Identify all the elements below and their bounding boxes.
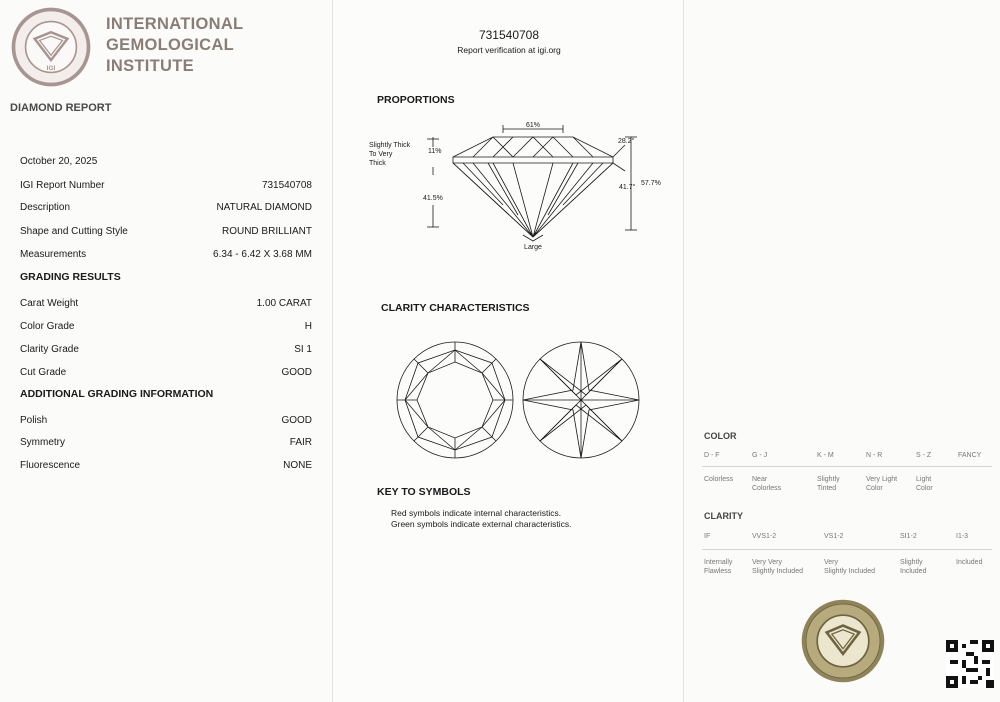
color-scale-heading: COLOR xyxy=(704,431,737,441)
girdle-label-1: Slightly Thick xyxy=(369,142,411,149)
detail-value: 6.34 - 6.42 X 3.68 MM xyxy=(213,249,312,260)
key-line-external: Green symbols indicate external characteristics. xyxy=(391,518,572,529)
igi-seal-icon xyxy=(10,6,92,88)
pavilion-angle: 41.7° xyxy=(619,184,636,191)
grading-value: GOOD xyxy=(281,367,312,378)
girdle-label-2: To Very xyxy=(369,151,393,158)
color-grade: D - F xyxy=(704,452,720,459)
girdle-label-3: Thick xyxy=(369,160,386,167)
report-date: October 20, 2025 xyxy=(20,156,98,167)
additional-value: NONE xyxy=(283,460,312,471)
clarity-plot-diagram xyxy=(393,340,643,465)
organization-name xyxy=(106,14,243,77)
clarity-description: Very Slightly Included xyxy=(824,559,875,575)
color-description: Very Light Color xyxy=(866,476,898,492)
report-number-heading: 731540708 xyxy=(478,28,540,42)
color-grade: FANCY xyxy=(958,452,982,459)
clarity-grade: SI1-2 xyxy=(900,533,917,540)
clarity-grade: IF xyxy=(704,533,711,540)
color-grade: N - R xyxy=(866,452,883,459)
detail-value: ROUND BRILLIANT xyxy=(221,226,312,237)
color-grade: S - Z xyxy=(916,452,932,459)
grading-scales-panel xyxy=(684,0,1000,702)
clarity-characteristics-heading: CLARITY CHARACTERISTICS xyxy=(381,302,530,314)
color-description: Near Colorless xyxy=(752,476,782,492)
detail-row xyxy=(20,180,312,191)
color-scale-divider xyxy=(702,466,992,467)
additional-row xyxy=(20,415,312,426)
org-name-line-1: INTERNATIONAL xyxy=(106,15,244,33)
grading-row xyxy=(20,367,312,378)
org-name-line-3: INSTITUTE xyxy=(106,57,194,75)
grading-value: 1.00 CARAT xyxy=(256,298,312,309)
clarity-description: Slightly Included xyxy=(900,559,927,575)
proportions-diagram xyxy=(363,115,663,255)
clarity-grade: VVS1-2 xyxy=(752,533,777,540)
grading-value: SI 1 xyxy=(294,344,312,355)
report-details-panel xyxy=(0,0,332,702)
color-grade: G - J xyxy=(752,452,768,459)
detail-value: NATURAL DIAMOND xyxy=(216,202,312,213)
clarity-scale-divider xyxy=(702,549,992,550)
color-grade: K - M xyxy=(817,452,834,459)
color-description: Colorless xyxy=(704,476,734,483)
detail-label: IGI Report Number xyxy=(20,180,105,191)
key-to-symbols-text xyxy=(391,508,571,529)
total-depth: 57.7% xyxy=(641,180,661,187)
grading-value: H xyxy=(304,321,312,332)
additional-label: Polish xyxy=(20,415,48,426)
diagram-panel xyxy=(332,0,684,702)
grading-row xyxy=(20,344,312,355)
grading-label: Clarity Grade xyxy=(20,344,79,355)
additional-row xyxy=(20,437,312,448)
svg-text:IGI: IGI xyxy=(46,64,56,72)
pavilion-depth: 41.5% xyxy=(423,195,443,202)
pavilion-view-diagram xyxy=(523,342,639,458)
additional-value: FAIR xyxy=(289,437,312,448)
detail-value: 731540708 xyxy=(261,180,312,191)
key-line-internal: Red symbols indicate internal characteristics. xyxy=(391,508,562,518)
additional-value: GOOD xyxy=(281,415,312,426)
proportions-heading: PROPORTIONS xyxy=(377,94,455,106)
additional-row xyxy=(20,460,312,471)
verification-note: Report verification at igi.org xyxy=(457,45,561,55)
grading-label: Carat Weight xyxy=(20,298,79,309)
clarity-scale-heading: CLARITY xyxy=(704,511,743,521)
report-date-row xyxy=(20,156,312,167)
clarity-description: Included xyxy=(956,559,983,566)
color-description: Light Color xyxy=(916,476,933,492)
detail-row xyxy=(20,202,312,213)
key-to-symbols-heading: KEY TO SYMBOLS xyxy=(377,486,471,498)
additional-label: Symmetry xyxy=(20,437,65,448)
clarity-grade: VS1-2 xyxy=(824,533,844,540)
culet-size: Large xyxy=(524,244,542,251)
table-percent: 61% xyxy=(525,122,541,129)
detail-row xyxy=(20,249,312,260)
clarity-description: Internally Flawless xyxy=(704,559,733,575)
color-description: Slightly Tinted xyxy=(817,476,840,492)
additional-grading-heading: ADDITIONAL GRADING INFORMATION xyxy=(20,388,214,400)
grading-row xyxy=(20,321,312,332)
qr-code-icon xyxy=(946,640,994,688)
gold-seal-icon xyxy=(800,598,886,684)
additional-label: Fluorescence xyxy=(20,460,81,471)
clarity-grade: I1-3 xyxy=(956,533,969,540)
clarity-description: Very Very Slightly Included xyxy=(752,559,803,575)
girdle-percent: 11% xyxy=(428,148,442,155)
detail-label: Shape and Cutting Style xyxy=(20,226,128,237)
detail-label: Description xyxy=(20,202,71,213)
detail-label: Measurements xyxy=(20,249,87,260)
grading-results-heading: GRADING RESULTS xyxy=(20,271,121,283)
detail-row xyxy=(20,226,312,237)
crown-view-diagram xyxy=(397,342,513,458)
report-type-title: DIAMOND REPORT xyxy=(10,102,112,114)
org-name-line-2: GEMOLOGICAL xyxy=(106,36,234,54)
grading-row xyxy=(20,298,312,309)
crown-angle: 28.2° xyxy=(618,138,635,145)
grading-label: Cut Grade xyxy=(20,367,67,378)
grading-label: Color Grade xyxy=(20,321,75,332)
